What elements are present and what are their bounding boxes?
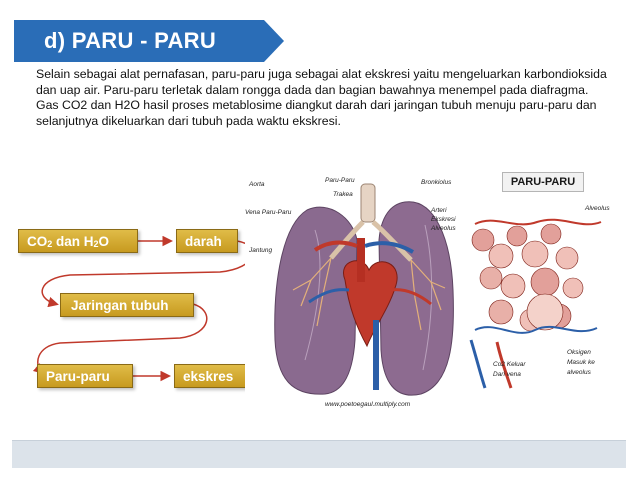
label-alveolus-right: Alveolus — [585, 205, 610, 212]
aorta — [357, 238, 365, 282]
flow-box-jaringan-tubuh: Jaringan tubuh — [60, 293, 194, 317]
flow-box-darah: darah — [176, 229, 238, 253]
label-oksigen: Oksigen — [567, 349, 591, 356]
label-alveolus-bottom: alveolus — [567, 369, 591, 376]
label-arteri: Arteri — [431, 207, 447, 214]
label-aorta: Aorta — [249, 181, 265, 188]
label-masuk-ke: Masuk ke — [567, 359, 595, 366]
label-paru-paru: Paru-Paru — [325, 177, 355, 184]
label-bronkiolus: Bronkiolus — [421, 179, 452, 186]
diagram-badge: PARU-PARU — [502, 172, 584, 192]
label-dari-vena: Dari vena — [493, 371, 521, 378]
label-co2-keluar: Co2 Keluar — [493, 361, 526, 368]
label-trakea: Trakea — [333, 191, 353, 198]
label-watermark: www.poetoegaul.multiply.com — [325, 401, 411, 408]
vena-cava — [373, 320, 379, 390]
footer-bar — [12, 440, 626, 468]
label-vena-paru: Vena Paru-Paru — [245, 209, 292, 216]
flow-box-paru-paru: Paru-paru — [37, 364, 133, 388]
trachea — [361, 184, 375, 222]
slide-title: d) PARU - PARU — [44, 28, 217, 53]
label-alveolus: Alveolus — [431, 225, 456, 232]
paragraph-2: Gas CO2 dan H2O hasil proses metablosime diangkut darah dari jaringan tubuh menuju paru-paru dan selanjutnya dikeluarkan dari tubuh pada waktu ekskresi. — [36, 98, 597, 128]
flow-box-ekskresi: ekskres — [174, 364, 254, 388]
label-ekskresi: Ekskresi — [431, 216, 456, 223]
lung-diagram — [245, 170, 617, 410]
paragraph-1: Selain sebagai alat pernafasan, paru-paru juga sebagai alat ekskresi yaitu mengeluarkan karbondioksida dan uap air. Paru-paru terletak dalam rongga dada dan bagian bawahnya menempel pada diafragma. — [36, 67, 607, 97]
label-jantung: Jantung — [249, 247, 273, 254]
flow-box-co2-h2o: $CO_2$ dan $H_2O$ — [18, 229, 138, 253]
